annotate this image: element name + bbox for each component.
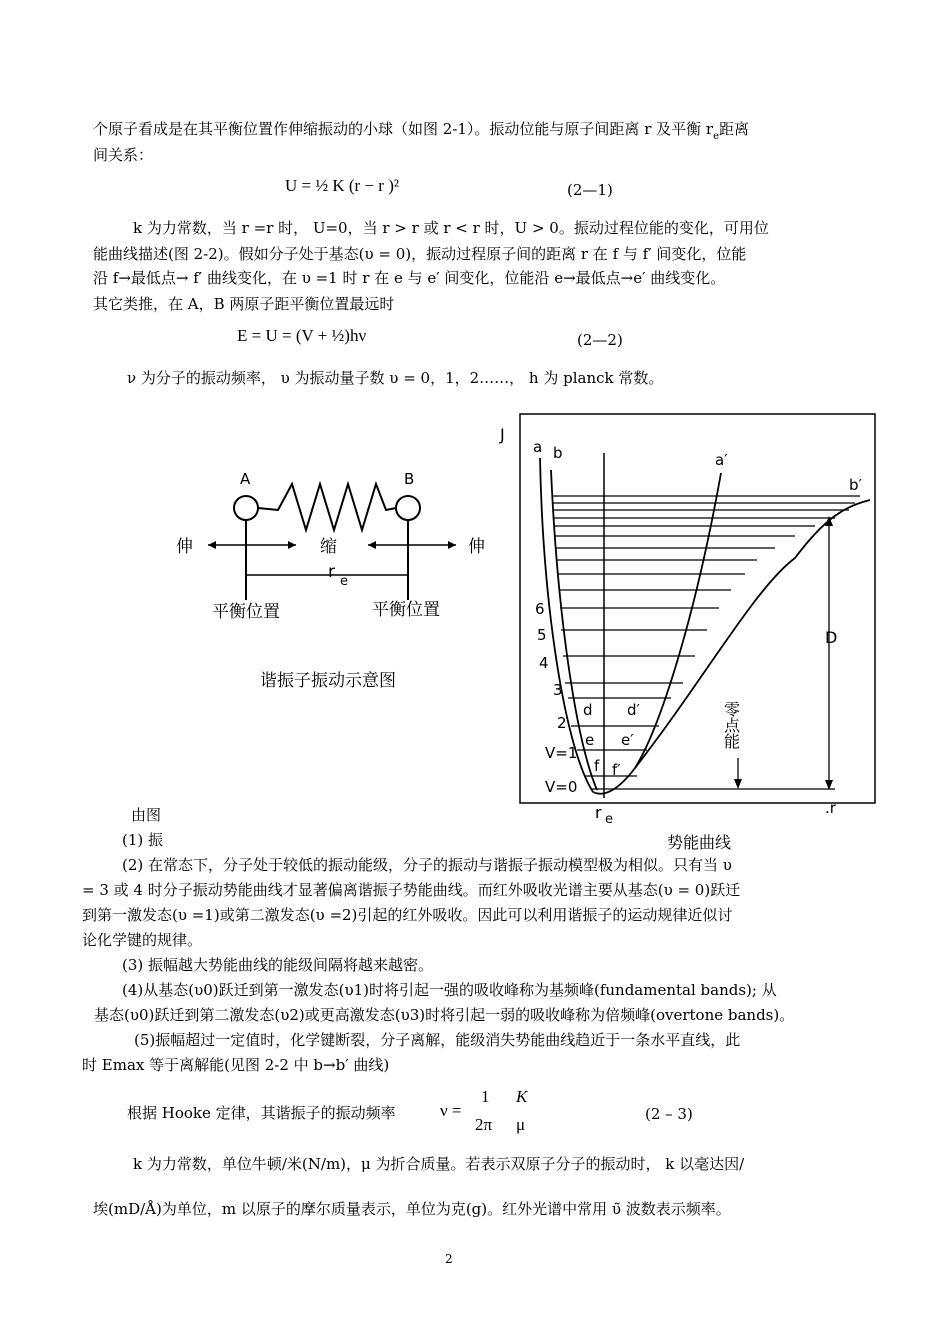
para-line-4: 能曲线描述(图 2-2)。假如分子处于基态(υ = 0)，振动过程原子间的距离 r 在 f 与 f′ 间变化，位能 (93, 245, 747, 263)
body2-line-1: 由图 (131, 806, 162, 824)
potential-curve-figure (495, 408, 880, 853)
atom-b (396, 496, 420, 520)
label-r-axis: .r (825, 799, 836, 817)
eq3-num-bot: 2π (475, 1115, 493, 1134)
figure-2-caption: 势能曲线 (667, 833, 732, 852)
label-eq-pos-left: 平衡位置 (212, 602, 280, 622)
label-j: J (500, 425, 505, 444)
label-re-axis: r (595, 803, 602, 822)
label-b: B (404, 470, 415, 488)
body2-line-9: 基态(υ0)跃迁到第二激发态(υ2)或更高激发态(υ3)时将引起一弱的吸收峰称为倍频峰(overtone bands)。 (94, 1006, 795, 1024)
label-f: f (594, 757, 600, 775)
curve-a-prime (635, 473, 721, 768)
label-stretch-right: 伸 (468, 537, 485, 557)
para-line-1: 个原子看成是在其平衡位置作伸缩振动的小球（如图 2-1）。振动位能与原子间距离 r 及平衡 $r_e$距离 (93, 120, 750, 142)
para-line-6: 其它类推，在 A，B 两原子距平衡位置最远时 (93, 295, 395, 313)
para-line-3: k 为力常数，当 r =r 时， U=0，当 r > r 或 r < r 时，U > 0。振动过程位能的变化，可用位 (133, 219, 769, 237)
figure-1-caption: 谐振子振动示意图 (260, 671, 396, 691)
spring (258, 484, 396, 530)
eq3-nu: ν = (440, 1101, 462, 1120)
label-re: r (328, 562, 335, 582)
label-zero-point: 零点能 (721, 701, 741, 749)
equation-2-1: U = ½ K (r − r )² (285, 176, 399, 195)
label-eq-pos-right: 平衡位置 (372, 600, 440, 620)
label-e: e (585, 731, 595, 749)
equation-2-2-number: (2—2) (577, 331, 623, 349)
para-line-2: 间关系： (93, 146, 154, 164)
body2-line-4: = 3 或 4 时分子振动势能曲线才显著偏离谐振子势能曲线。而红外吸收光谱主要从基态(υ = 0)跃迁 (82, 881, 741, 899)
label-re-sub: e (340, 574, 348, 589)
body2-line-7: (3) 振幅越大势能曲线的能级间隔将越来越密。 (122, 956, 434, 974)
label-f-prime: f′ (612, 761, 621, 779)
level-6: 6 (535, 600, 545, 618)
label-b-prime: b′ (849, 476, 862, 494)
page-number: 2 (445, 1252, 453, 1266)
label-D: D (825, 628, 838, 647)
body2-line-3: (2) 在常态下，分子处于较低的振动能级，分子的振动与谐振子振动模型极为相似。只有当 υ (122, 856, 732, 874)
hooke-text: 根据 Hooke 定律，其谐振子的振动频率 (127, 1104, 396, 1122)
eq3-mu: μ (516, 1115, 526, 1134)
level-3: 3 (553, 681, 563, 699)
label-e-prime: e′ (621, 731, 634, 749)
atom-a (234, 496, 258, 520)
label-a-prime: a′ (715, 451, 728, 469)
equation-2-3-number: (2 – 3) (645, 1105, 693, 1123)
level-2: 2 (557, 714, 567, 732)
body2-line-11: 时 Emax 等于离解能(见图 2-2 中 b→b′ 曲线) (82, 1056, 390, 1074)
label-d-prime: d′ (627, 701, 640, 719)
label-b-curve: b (553, 444, 563, 462)
label-a-curve: a (533, 438, 543, 456)
label-a: A (240, 470, 251, 488)
label-re-axis-sub: e (605, 812, 613, 827)
para-line-7: ν 为分子的振动频率， υ 为振动量子数 υ = 0，1，2……， h 为 planck 常数。 (127, 369, 664, 387)
body2-line-8: (4)从基态(υ0)跃迁到第一激发态(υ1)时将引起一强的吸收峰称为基频峰(fundamental bands); 从 (122, 981, 777, 999)
level-0: V=0 (545, 778, 578, 796)
body2-line-5: 到第一激发态(υ =1)或第二激发态(υ =2)引起的红外吸收。因此可以利用谐振子的运动规律近似讨 (82, 906, 733, 924)
level-5: 5 (537, 626, 547, 644)
level-1: V=1 (545, 744, 578, 762)
para-line-5: 沿 f→最低点→ f′ 曲线变化，在 υ =1 时 r 在 e 与 e′ 间变化，位能沿 e→最低点→e′ 曲线变化。 (93, 269, 726, 287)
label-stretch-left: 伸 (176, 537, 193, 557)
label-d: d (583, 701, 593, 719)
body2-line-10: (5)振幅超过一定值时，化学键断裂，分子离解，能级消失势能曲线趋近于一条水平直线，此 (134, 1031, 741, 1049)
eq3-num-top: 1 (481, 1087, 490, 1106)
equation-2-2: E = U = (V + ½)hν (237, 326, 367, 345)
oscillator-figure (160, 460, 500, 700)
body2-line-2: (1) 振 (122, 831, 164, 849)
body2-line-6: 论化学键的规律。 (82, 931, 203, 949)
label-compress: 缩 (320, 537, 337, 557)
equation-2-1-number: (2—1) (567, 181, 613, 199)
level-4: 4 (539, 654, 549, 672)
eq3-k: K (516, 1087, 528, 1106)
body3-line-2: 埃(mD/Å)为单位，m 以原子的摩尔质量表示，单位为克(g)。红外光谱中常用 υ̃ 波数表示频率。 (93, 1200, 731, 1218)
body3-line-1: k 为力常数，单位牛顿/米(N/m)，μ 为折合质量。若表示双原子分子的振动时， k 以毫达因/ (133, 1155, 745, 1173)
